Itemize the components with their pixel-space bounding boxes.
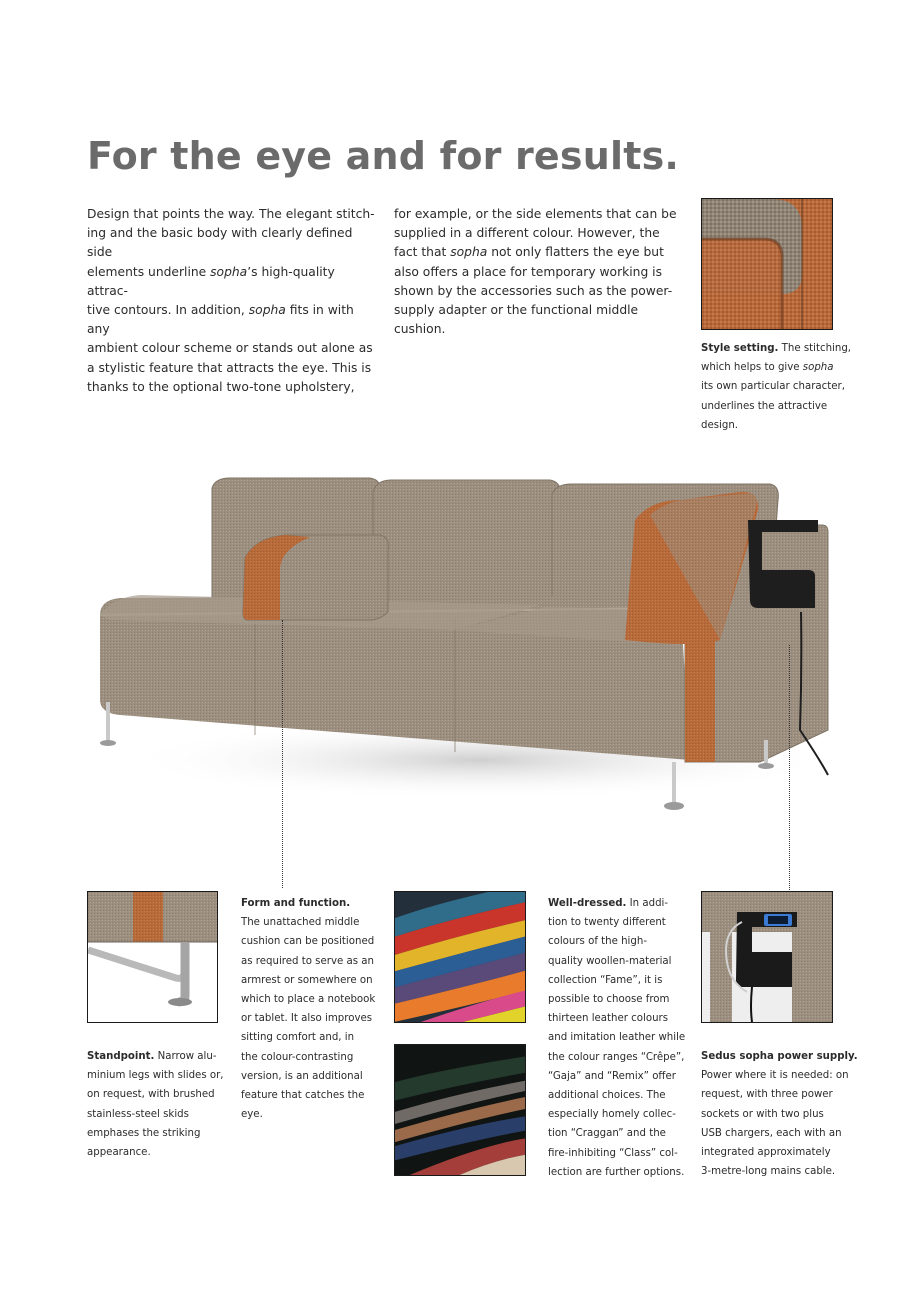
page-title: For the eye and for results.	[87, 134, 680, 178]
text-line: supply adapter or the functional middle cushion.	[394, 303, 639, 337]
text-line: the colour-contrasting	[241, 1051, 354, 1063]
text-line: emphases the striking	[87, 1127, 201, 1139]
stitching-closeup-photo	[701, 198, 833, 330]
power-supply-illustration	[702, 892, 832, 1022]
text-span: fits in with any	[87, 303, 354, 337]
text-line: the colour ranges “Crêpe”,	[548, 1051, 685, 1063]
stitching-illustration	[702, 199, 832, 329]
text-line: 3-metre-long mains cable.	[701, 1166, 836, 1178]
text-line: feature that catches the	[241, 1090, 365, 1102]
text-line: quality woollen-material	[548, 955, 672, 967]
text-line: thirteen leather colours	[548, 1013, 669, 1025]
text-line: Power where it is needed: on	[701, 1070, 849, 1082]
text-line: shown by the accessories such as the power-	[394, 283, 673, 298]
power-supply-caption	[701, 1047, 861, 1181]
text-span: fact that	[394, 245, 451, 260]
text-line: version, is an additional	[241, 1070, 363, 1082]
sofa-leg	[106, 702, 110, 742]
text-line: minium legs with slides or,	[87, 1070, 224, 1082]
text-line: possible to choose from	[548, 994, 670, 1006]
text-line: appearance.	[87, 1147, 151, 1159]
text-line: stainless-steel skids	[87, 1108, 189, 1120]
text-line: which to place a notebook	[241, 994, 376, 1006]
text-line: colours of the high-	[548, 936, 647, 948]
text-span: which helps to give	[701, 362, 803, 374]
text-line: on request, with brushed	[87, 1089, 215, 1101]
text-line: fire-inhibiting “Class” col-	[548, 1147, 678, 1159]
fabric-swatches-photo	[394, 891, 526, 1023]
text-line: its own particular character,	[701, 381, 845, 393]
text-line: ambient colour scheme or stands out alone as	[87, 341, 373, 356]
text-line: a stylistic feature that attracts the eye. This is	[87, 360, 372, 375]
caption-title: Style setting.	[701, 343, 779, 354]
text-span: The stitching,	[778, 343, 852, 354]
leader-line-middle-cushion	[282, 620, 283, 888]
style-setting-caption	[701, 339, 861, 435]
text-line: Design that points the way. The elegant stitch-	[87, 207, 375, 221]
intro-column-2	[394, 205, 684, 339]
text-line: tion “Craggan” and the	[548, 1128, 666, 1140]
back-cushion-middle	[373, 480, 560, 605]
text-line: collection “Fame”, it is	[548, 974, 663, 986]
caption-title: Form and function.	[241, 898, 351, 909]
text-span: ’s high-quality attrac-	[87, 264, 335, 298]
text-line: also offers a place for temporary working is	[394, 264, 663, 279]
text-line: tion to twenty different	[548, 917, 666, 929]
text-line: USB chargers, each with an	[701, 1127, 842, 1139]
text-line: armrest or somewhere on	[241, 974, 373, 986]
text-line: or tablet. It also improves	[241, 1013, 373, 1025]
text-line: ing and the basic body with clearly defined side	[87, 226, 353, 260]
text-line: sitting comfort and, in	[241, 1032, 355, 1044]
form-function-caption	[241, 894, 386, 1124]
well-dressed-caption	[548, 894, 693, 1182]
leather-swatches-photo	[394, 1044, 526, 1176]
text-span: not only flatters the eye but	[487, 245, 664, 260]
text-line: for example, or the side elements that can be	[394, 207, 677, 221]
product-name: sopha	[802, 362, 834, 374]
text-line: design.	[701, 419, 739, 431]
sofa-leg	[764, 740, 768, 764]
text-line: thanks to the optional two-tone upholstery,	[87, 379, 355, 394]
text-line: underlines the attractive	[701, 400, 828, 412]
sofa-leg	[672, 762, 676, 804]
text-line: lection are further options.	[548, 1166, 685, 1178]
text-line: “Gaja” and “Remix” offer	[548, 1070, 676, 1082]
leg-illustration	[88, 892, 217, 1022]
text-line: sockets or with two plus	[701, 1108, 824, 1120]
text-line: eye.	[241, 1109, 263, 1121]
product-name: sopha	[210, 264, 248, 279]
leader-line-power-supply	[789, 645, 790, 890]
power-supply-photo	[701, 891, 833, 1023]
product-name: sopha	[450, 245, 488, 260]
text-line: integrated approximately	[701, 1147, 831, 1159]
text-line: request, with three power	[701, 1089, 833, 1101]
text-line: and imitation leather while	[548, 1032, 686, 1044]
text-line: especially homely collec-	[548, 1109, 676, 1121]
caption-title: Standpoint.	[87, 1051, 155, 1062]
caption-title: Well-dressed.	[548, 898, 627, 909]
text-span: elements underline	[87, 264, 211, 279]
text-span: Narrow alu-	[154, 1051, 217, 1062]
text-line: cushion can be positioned	[241, 936, 375, 948]
leg-detail-photo	[87, 891, 218, 1023]
leather-swatches-illustration	[395, 1045, 525, 1175]
intro-column-1	[87, 205, 377, 397]
standpoint-caption	[87, 1047, 227, 1162]
caption-title: Sedus sopha power supply.	[701, 1051, 858, 1062]
text-line: supplied in a different colour. However, the	[394, 226, 660, 241]
product-name: sopha	[248, 303, 286, 318]
text-line: The unattached middle	[241, 917, 360, 929]
sofa-photo	[80, 470, 850, 820]
text-span: tive contours. In addition,	[87, 303, 249, 318]
text-span: In addi-	[626, 898, 669, 909]
text-line: additional choices. The	[548, 1090, 666, 1102]
text-line: as required to serve as an	[241, 955, 374, 967]
fabric-swatches-illustration	[395, 892, 525, 1022]
